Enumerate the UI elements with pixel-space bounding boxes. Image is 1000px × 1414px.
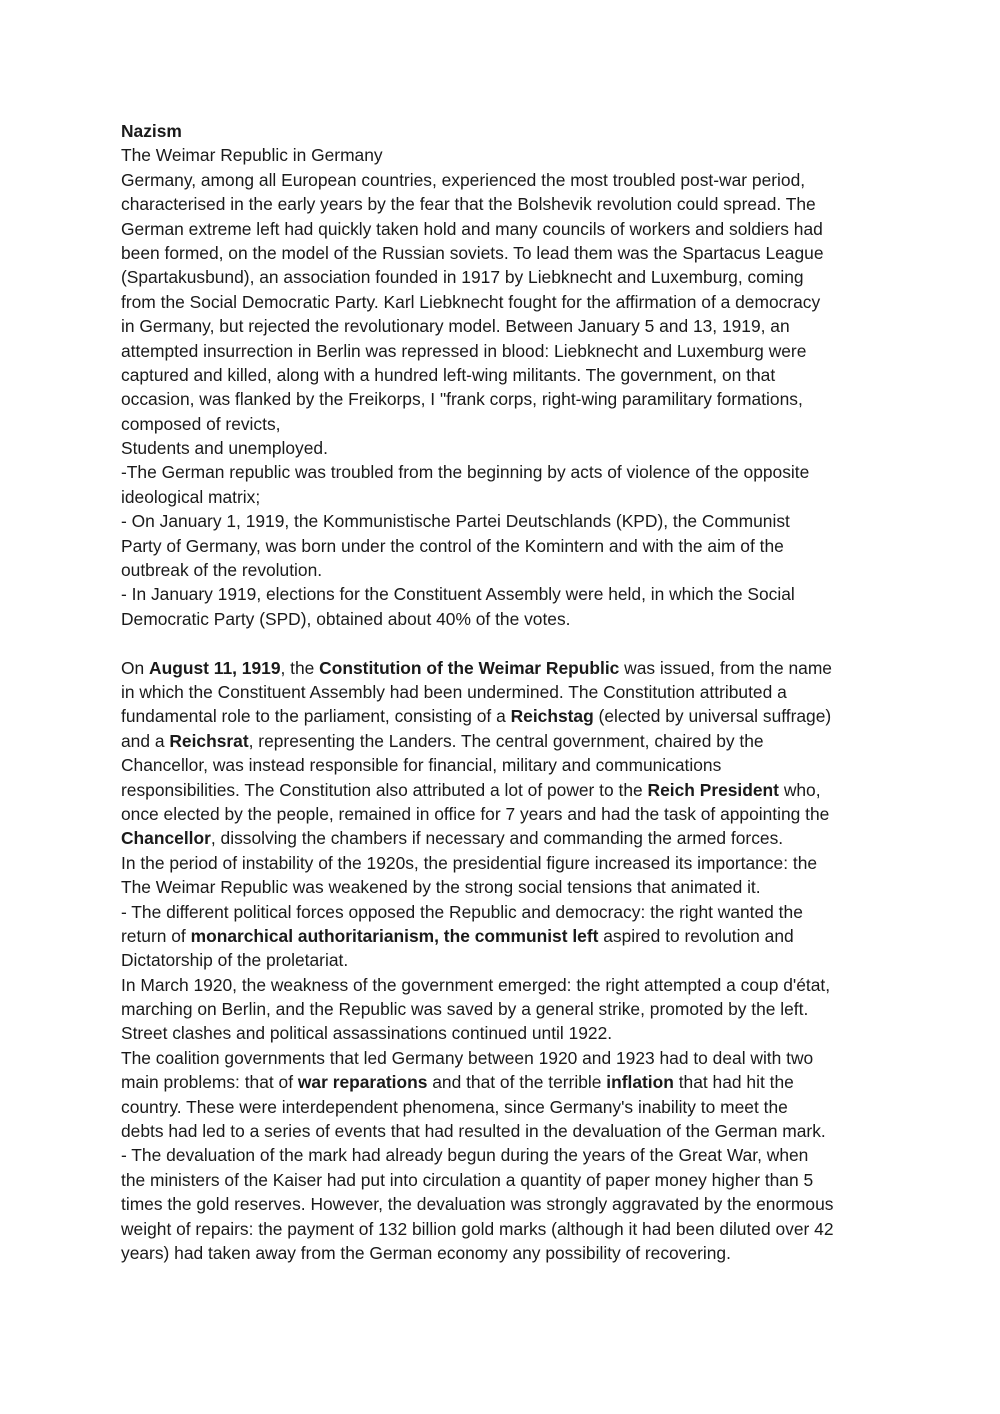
paragraph-line: - The different political forces opposed the Republic and democracy: the right wanted the — [121, 901, 803, 922]
paragraph-line: ideological matrix; — [121, 486, 261, 507]
paragraph-line: fundamental role to the parliament, consisting of a Reichstag (elected by universal suffrage) — [121, 706, 832, 727]
paragraph-line: - In January 1919, elections for the Constituent Assembly were held, in which the Social — [121, 584, 795, 605]
paragraph-line: in Germany, but rejected the revolutionary model. Between January 5 and 13, 1919, an — [121, 316, 790, 337]
paragraph-line: the ministers of the Kaiser had put into circulation a quantity of paper money higher than 5 — [121, 1169, 814, 1190]
paragraph-line: main problems: that of war reparations and that of the terrible inflation that had hit the — [121, 1072, 794, 1093]
paragraph-line: composed of revicts, — [121, 413, 281, 434]
section-heading: The Weimar Republic in Germany — [121, 145, 383, 166]
paragraph-line: marching on Berlin, and the Republic was saved by a general strike, promoted by the left. — [121, 999, 809, 1020]
paragraph-line: years) had taken away from the German economy any possibility of recovering. — [121, 1242, 731, 1263]
paragraph-line: The Weimar Republic was weakened by the strong social tensions that animated it. — [121, 877, 761, 898]
paragraph-line: Dictatorship of the proletariat. — [121, 950, 349, 971]
paragraph-line: Street clashes and political assassinations continued until 1922. — [121, 1023, 613, 1044]
paragraph-line: Democratic Party (SPD), obtained about 40% of the votes. — [121, 608, 571, 629]
paragraph-line: responsibilities. The Constitution also attributed a lot of power to the Reich President who, — [121, 779, 821, 800]
document-page — [121, 119, 891, 1265]
paragraph-gap — [121, 631, 891, 655]
paragraph-line: Chancellor, dissolving the chambers if necessary and commanding the armed forces. — [121, 828, 784, 849]
paragraph-line: attempted insurrection in Berlin was repressed in blood: Liebknecht and Luxemburg were — [121, 340, 807, 361]
paragraph-line: Students and unemployed. — [121, 438, 328, 459]
paragraph-line: Chancellor, was instead responsible for financial, military and communications — [121, 755, 722, 776]
paragraph-line: - The devaluation of the mark had already begun during the years of the Great War, when — [121, 1145, 809, 1166]
paragraph-line: times the gold reserves. However, the devaluation was strongly aggravated by the enormous — [121, 1194, 834, 1215]
paragraph-line: Germany, among all European countries, experienced the most troubled post-war period, — [121, 169, 806, 190]
paragraph-line: from the Social Democratic Party. Karl Liebknecht fought for the affirmation of a democracy — [121, 291, 821, 312]
paragraph-line: In the period of instability of the 1920s, the presidential figure increased its importance: the — [121, 852, 818, 873]
paragraph-line: debts had led to a series of events that had resulted in the devaluation of the German mark. — [121, 1121, 826, 1142]
paragraph-line: occasion, was flanked by the Freikorps, I "frank corps, right-wing paramilitary formations, — [121, 389, 803, 410]
paragraph-line: The coalition governments that led Germany between 1920 and 1923 had to deal with two — [121, 1047, 814, 1068]
paragraph-line: return of monarchical authoritarianism, the communist left aspired to revolution and — [121, 925, 794, 946]
paragraph-line: German extreme left had quickly taken hold and many councils of workers and soldiers had — [121, 218, 823, 239]
paragraph-line: characterised in the early years by the fear that the Bolshevik revolution could spread. The — [121, 194, 816, 215]
paragraph-line: Party of Germany, was born under the control of the Komintern and with the aim of the — [121, 535, 784, 556]
document-title: Nazism — [121, 121, 182, 141]
paragraph-line: once elected by the people, remained in office for 7 years and had the task of appointing the — [121, 803, 830, 824]
paragraph-line: outbreak of the revolution. — [121, 560, 323, 581]
paragraph-line: weight of repairs: the payment of 132 billion gold marks (although it had been diluted over 42 — [121, 1218, 834, 1239]
paragraph-line: -The German republic was troubled from the beginning by acts of violence of the opposite — [121, 462, 810, 483]
paragraph-line: - On January 1, 1919, the Kommunistische Partei Deutschlands (KPD), the Communist — [121, 511, 790, 532]
paragraph-line: captured and killed, along with a hundred left-wing militants. The government, on that — [121, 364, 776, 385]
paragraph-line: On August 11, 1919, the Constitution of the Weimar Republic was issued, from the name — [121, 657, 832, 678]
paragraph-line: in which the Constituent Assembly had been undermined. The Constitution attributed a — [121, 681, 787, 702]
paragraph-line: In March 1920, the weakness of the government emerged: the right attempted a coup d'état, — [121, 974, 831, 995]
paragraph-line: been formed, on the model of the Russian soviets. To lead them was the Spartacus League — [121, 242, 824, 263]
paragraph-line: (Spartakusbund), an association founded in 1917 by Liebknecht and Luxemburg, coming — [121, 267, 804, 288]
paragraph-line: country. These were interdependent phenomena, since Germany's inability to meet the — [121, 1096, 788, 1117]
paragraph-line: and a Reichsrat, representing the Landers. The central government, chaired by the — [121, 730, 764, 751]
